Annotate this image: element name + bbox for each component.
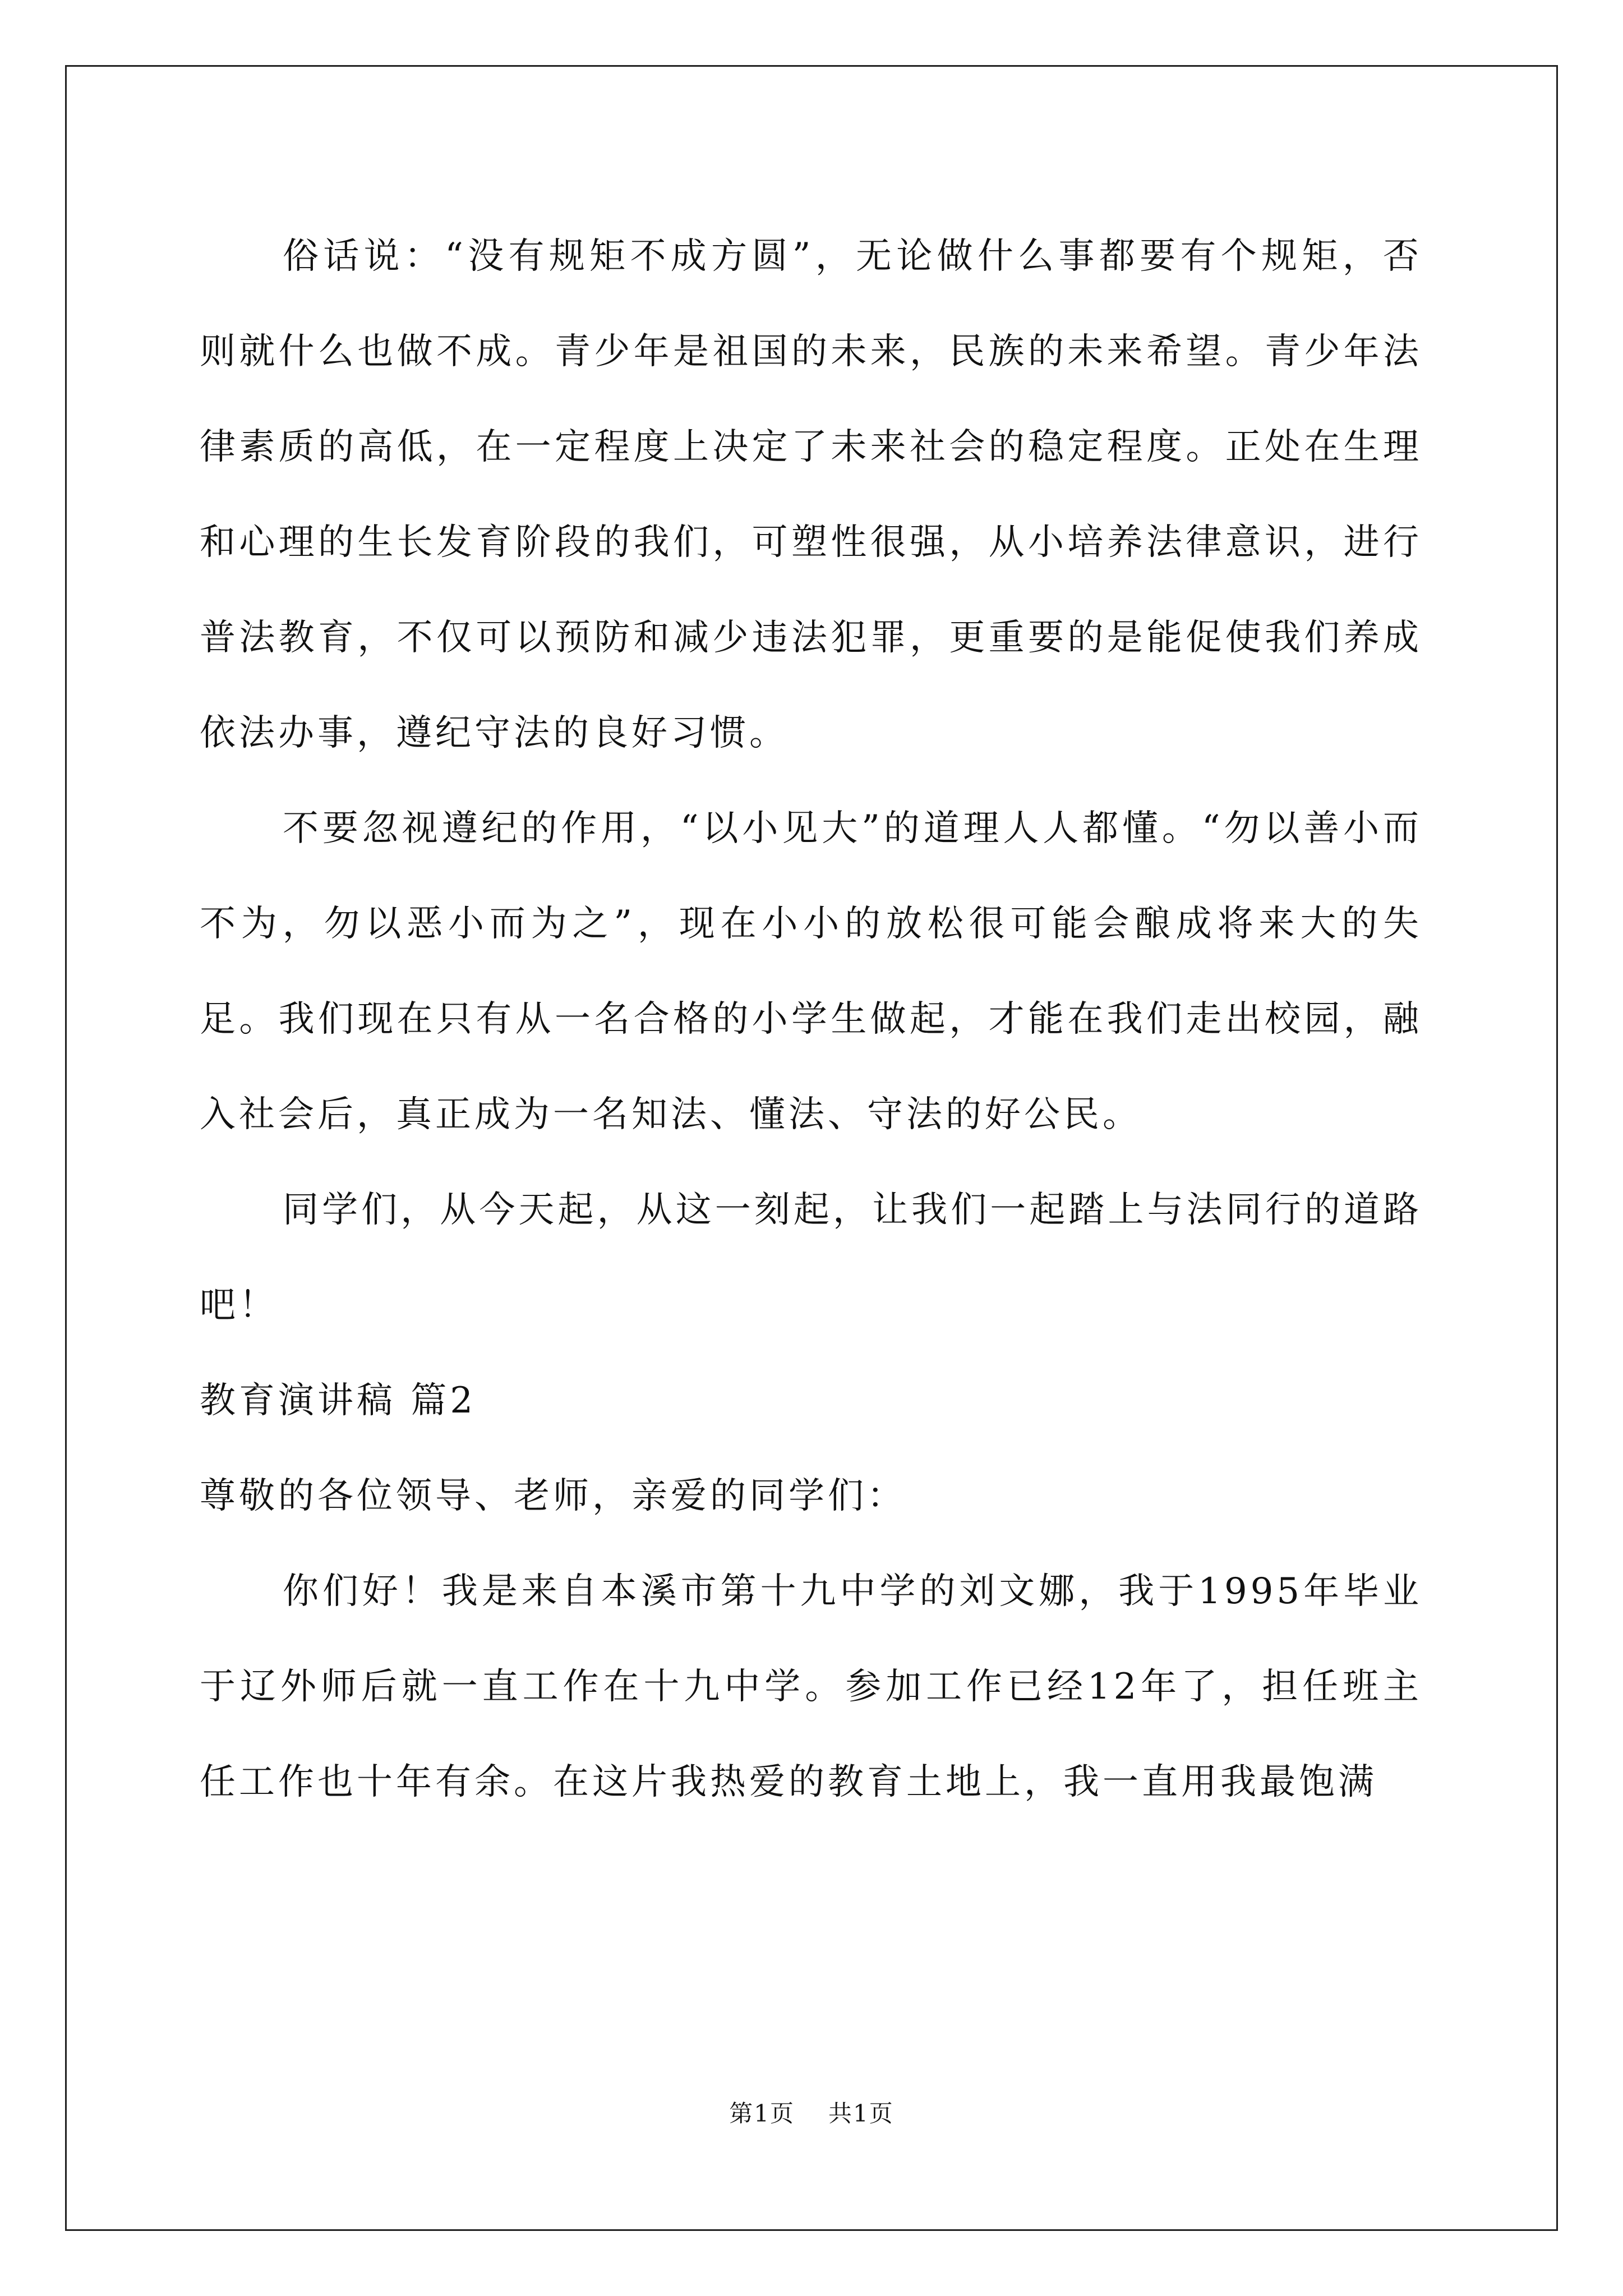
salutation: 尊敬的各位领导、老师，亲爱的同学们： xyxy=(200,1475,906,1517)
paragraph-call-to-action: 同学们，从今天起，从这一刻起，让我们一起踏上与法同行的道路吧！ xyxy=(200,1189,1422,1326)
paragraph-introduction: 你们好！我是来自本溪市第十九中学的刘文娜，我于1995年毕业于辽外师后就一直工作在十九中学。参加工作已经12年了，担任班主任工作也十年有余。在这片我热爱的教育土地上，我一直用我最饱满 xyxy=(200,1571,1422,1803)
page-total: 共1页 xyxy=(828,2100,894,2127)
paragraph-rules: 俗话说：“没有规矩不成方圆”，无论做什么事都要有个规矩，否则就什么也做不成。青少年是祖国的未来，民族的未来希望。青少年法律素质的高低，在一定程度上决定了未来社会的稳定程度。正处在生理和心理的生长发育阶段的我们，可塑性很强，从小培养法律意识，进行普法教育，不仅可以预防和减少违法犯罪，更重要的是能促使我们养成依法办事，遵纪守法的良好习惯。 xyxy=(200,236,1422,754)
document-body xyxy=(200,209,1422,1830)
section-heading: 教育演讲稿 篇2 xyxy=(200,1380,477,1421)
page-number: 第1页 xyxy=(729,2100,795,2127)
paragraph-discipline: 不要忽视遵纪的作用，“以小见大”的道理人人都懂。“勿以善小而不为，勿以恶小而为之”，现在小小的放松很可能会酿成将来大的失足。我们现在只有从一名合格的小学生做起，才能在我们走出校园，融入社会后，真正成为一名知法、懂法、守法的好公民。 xyxy=(200,808,1422,1135)
page-footer xyxy=(0,2095,1623,2129)
